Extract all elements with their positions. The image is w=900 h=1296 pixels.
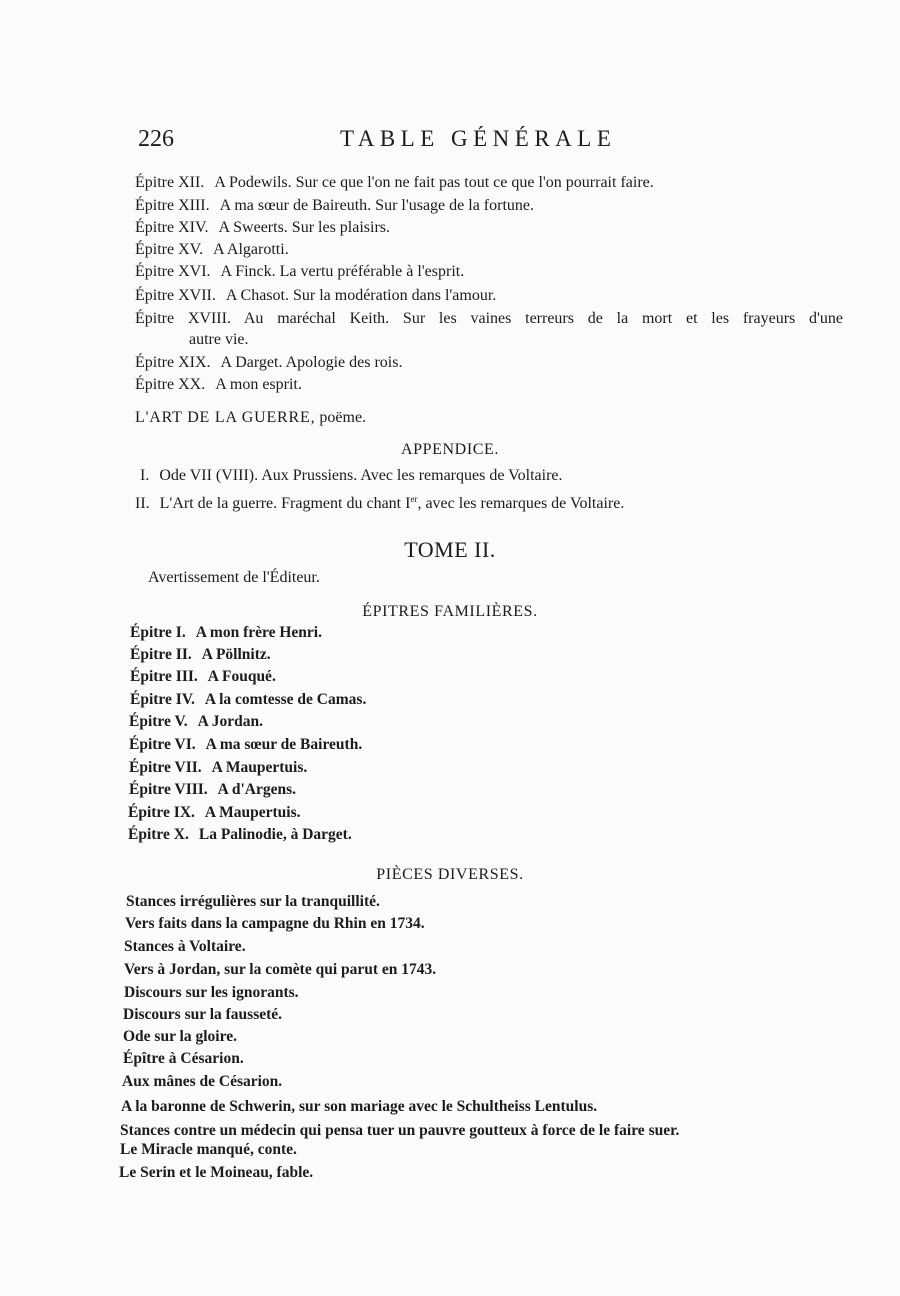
toc-entry: I. Ode VII (VIII). Aux Prussiens. Avec les remarques de Voltaire. [140, 467, 563, 484]
toc-entry: Épitre XIV. A Sweerts. Sur les plaisirs. [135, 219, 391, 236]
toc-entry: Épitre XIX. A Darget. Apologie des rois. [135, 354, 403, 371]
toc-entry: Discours sur la fausseté. [123, 1006, 283, 1023]
toc-entry: Épitre XV. A Algarotti. [135, 241, 289, 258]
section-heading-pieces: PIÈCES DIVERSES. [376, 866, 524, 883]
toc-entry: Épitre IV. A la comtesse de Camas. [130, 691, 367, 708]
toc-entry: A la baronne de Schwerin, sur son mariage avec le Schultheiss Lentulus. [121, 1098, 598, 1115]
toc-entry: Épitre XVI. A Finck. La vertu préférable à l'esprit. [135, 263, 465, 280]
toc-entry-continuation: autre vie. [189, 331, 249, 348]
toc-entry: Épitre XIII. A ma sœur de Baireuth. Sur l'usage de la fortune. [135, 197, 534, 214]
toc-entry: Épitre XII. A Podewils. Sur ce que l'on ne fait pas tout ce que l'on pourrait faire. [135, 174, 654, 191]
toc-entry: II. L'Art de la guerre. Fragment du chant Ier, avec les remarques de Voltaire. [135, 494, 625, 512]
toc-entry: Aux mânes de Césarion. [122, 1073, 283, 1090]
toc-entry: Stances à Voltaire. [124, 938, 246, 955]
section-heading-epitres: ÉPITRES FAMILIÈRES. [362, 603, 538, 620]
toc-entry: Discours sur les ignorants. [124, 984, 299, 1001]
toc-entry: Vers à Jordan, sur la comète qui parut en 1743. [124, 961, 437, 978]
toc-entry: Vers faits dans la campagne du Rhin en 1734. [125, 915, 425, 932]
toc-entry-art-guerre: L'ART DE LA GUERRE, poëme. [135, 409, 367, 426]
toc-entry: Stances contre un médecin qui pensa tuer un pauvre goutteux à force de le faire suer. [120, 1122, 680, 1139]
page-header [0, 126, 900, 158]
toc-entry: Stances irrégulières sur la tranquillité. [126, 893, 380, 910]
page-number: 226 [138, 126, 174, 152]
toc-entry: Épitre IX. A Maupertuis. [128, 804, 301, 821]
toc-entry: Le Serin et le Moineau, fable. [119, 1164, 314, 1181]
toc-entry: Épitre VII. A Maupertuis. [129, 759, 308, 776]
toc-entry: Épitre V. A Jordan. [129, 713, 264, 730]
toc-entry: Épitre XVII. A Chasot. Sur la modération dans l'amour. [135, 287, 497, 304]
toc-entry: Épitre II. A Pöllnitz. [130, 646, 271, 663]
toc-entry: Ode sur la gloire. [123, 1028, 237, 1045]
toc-entry: Épitre I. A mon frère Henri. [130, 624, 322, 641]
toc-entry: Le Miracle manqué, conte. [120, 1141, 297, 1158]
appendice-heading: APPENDICE. [400, 441, 499, 458]
toc-entry-avertissement: Avertissement de l'Éditeur. [148, 569, 320, 586]
volume-title: TOME II. [404, 537, 496, 562]
toc-entry: Épitre X. La Palinodie, à Darget. [128, 826, 352, 843]
toc-entry: Épitre III. A Fouqué. [130, 668, 276, 685]
toc-entry: Épitre VIII. A d'Argens. [129, 781, 297, 798]
toc-entry: Épitre VI. A ma sœur de Baireuth. [129, 736, 363, 753]
toc-entry: Épitre XVIII. Au maréchal Keith. Sur les vaines terreurs de la mort et les frayeurs d'une [135, 310, 844, 327]
toc-entry: Épitre XX. A mon esprit. [135, 376, 302, 393]
running-title: TABLE GÉNÉRALE [340, 126, 617, 151]
toc-entry: Épître à Césarion. [123, 1050, 244, 1067]
